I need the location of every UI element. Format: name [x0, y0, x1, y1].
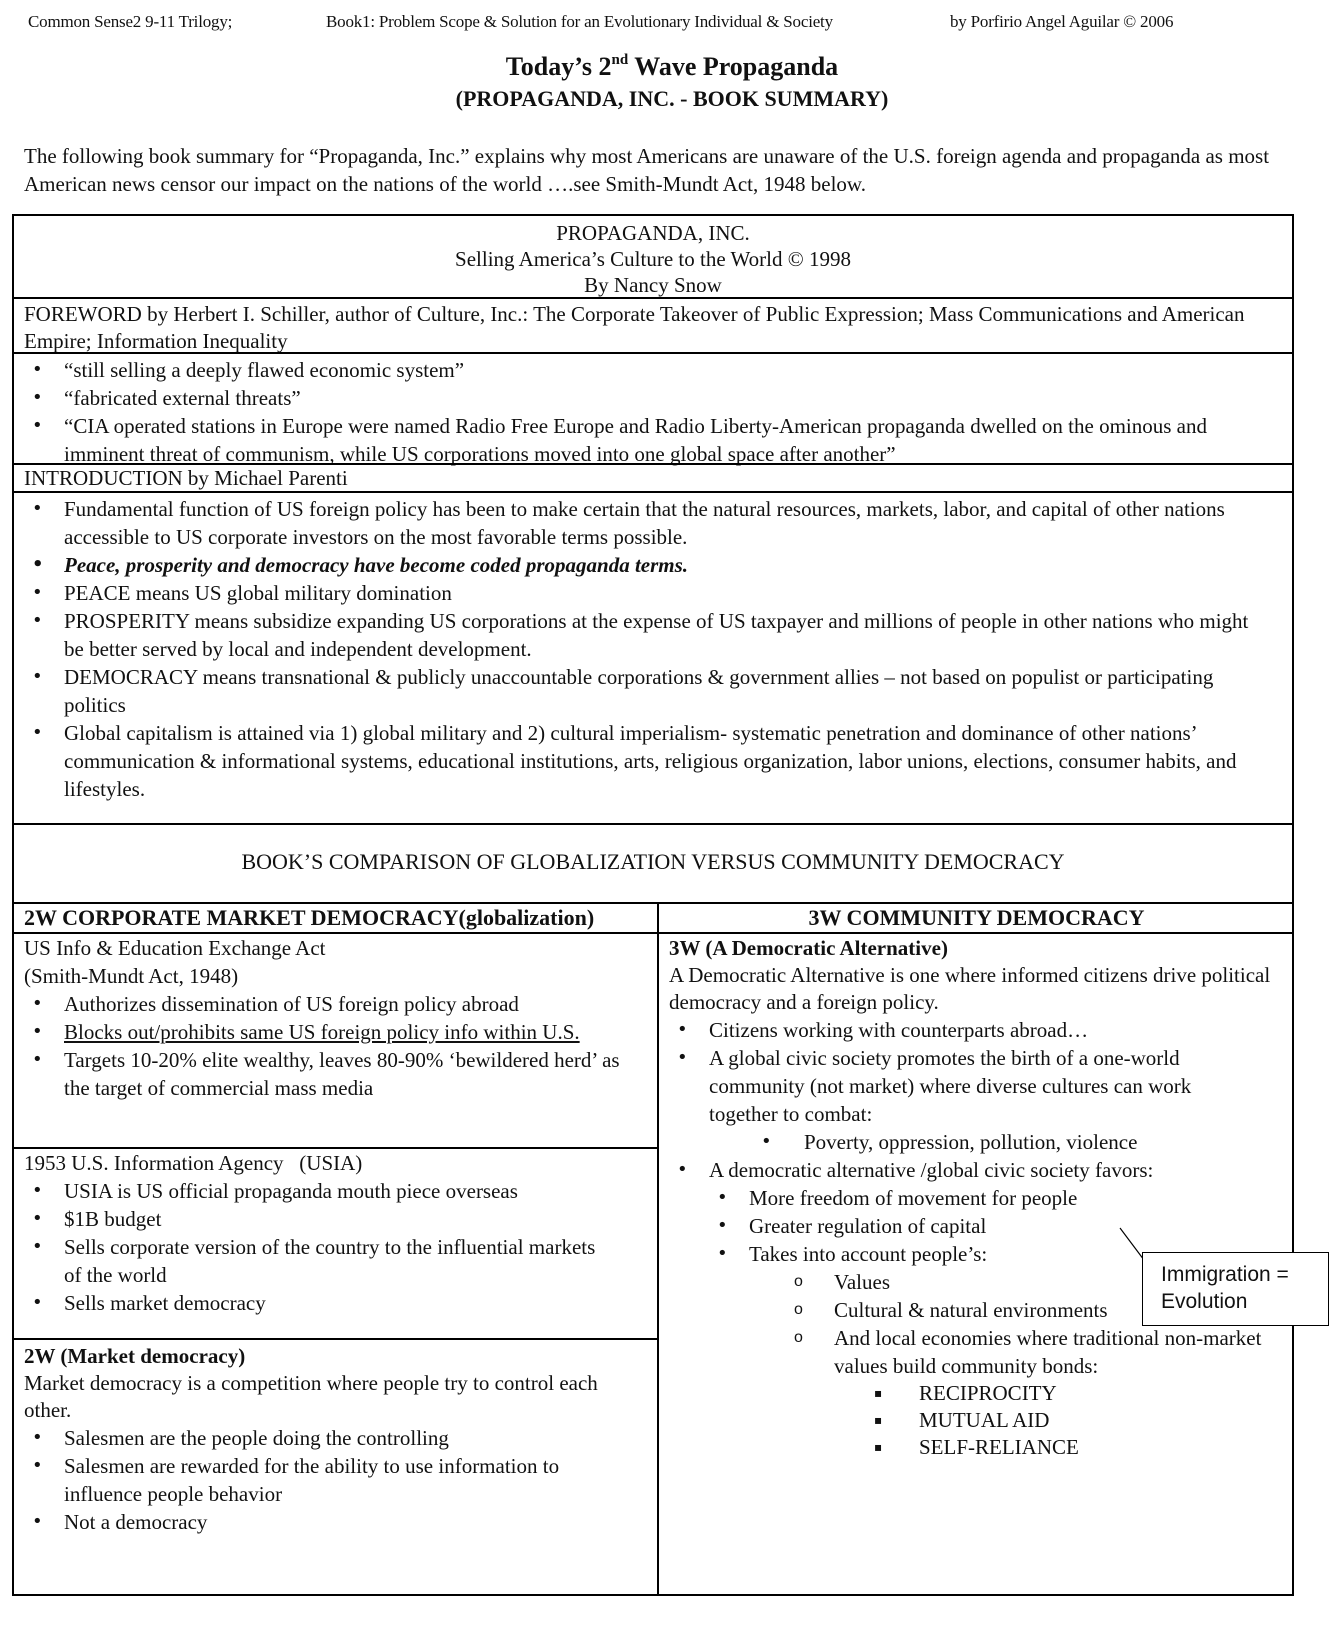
usia-title: 1953 U.S. Information Agency (USIA) — [24, 1151, 363, 1175]
running-header — [0, 12, 1344, 36]
intro-paragraph: The following book summary for “Propaganda, Inc.” explains why most Americans are unaware of the U.S. foreign agenda and propaganda as most American news censor our impact on the nations of the world ….see Smith-Mundt Act, 1948 below. — [24, 144, 1270, 196]
list-item: • More freedom of movement for people — [669, 1184, 1289, 1212]
market-points — [24, 1424, 654, 1536]
column-divider — [657, 904, 659, 1594]
book-subtitle: Selling America’s Culture to the World © 1998 — [455, 247, 851, 271]
list-item: • Takes into account people’s: — [669, 1240, 1289, 1268]
market-description: Market democracy is a competition where people try to control each other. — [24, 1371, 598, 1422]
introduction-points-box — [12, 491, 1294, 823]
list-item: • USIA is US official propaganda mouth piece overseas — [24, 1177, 614, 1205]
foreword-quotes-box — [12, 352, 1294, 466]
immigration-callout — [1142, 1252, 1329, 1326]
right-column-header: 3W COMMUNITY DEMOCRACY — [808, 905, 1145, 930]
list-item: • Sells corporate version of the country to the influential markets of the world — [24, 1233, 614, 1289]
left-column-header: 2W CORPORATE MARKET DEMOCRACY(globalization) — [24, 905, 595, 930]
list-item: • Poverty, oppression, pollution, violence — [669, 1128, 1289, 1156]
list-item: ▪ MUTUAL AID — [669, 1407, 1289, 1434]
comparison-heading-box — [12, 823, 1294, 902]
list-item: • Sells market democracy — [24, 1289, 614, 1317]
list-item: • Peace, prosperity and democracy have become coded propaganda terms. — [24, 551, 1272, 579]
introduction-heading-box — [12, 463, 1294, 491]
comparison-table — [12, 902, 1294, 1596]
callout-line-1: Immigration = — [1161, 1263, 1289, 1286]
introduction-points — [24, 495, 1272, 803]
list-item: • Salesmen are the people doing the controlling — [24, 1424, 634, 1452]
list-item: • DEMOCRACY means transnational & publicly unaccountable corporations & government allies – not based on populist or participating politics — [24, 663, 1272, 719]
foreword-quotes — [24, 356, 1252, 468]
act-title: US Info & Education Exchange Act — [24, 936, 326, 960]
list-item: o Cultural & natural environments — [669, 1296, 1281, 1324]
list-item: • Blocks out/prohibits same US foreign policy info within U.S. — [24, 1018, 634, 1046]
introduction-heading: INTRODUCTION by Michael Parenti — [24, 466, 348, 490]
header-book: Book1: Problem Scope & Solution for an Evolutionary Individual & Society — [326, 12, 833, 31]
list-item: ▪ SELF-RELIANCE — [669, 1434, 1289, 1461]
header-series: Common Sense2 9-11 Trilogy; — [28, 12, 233, 31]
alternative-title: 3W (A Democratic Alternative) — [669, 936, 948, 960]
list-item: • Citizens working with counterparts abroad… — [669, 1016, 1279, 1044]
usia-cell — [24, 1149, 654, 1317]
comparison-heading: BOOK’S COMPARISON OF GLOBALIZATION VERSUS COMMUNITY DEMOCRACY — [241, 849, 1065, 874]
list-item: o And local economies where traditional non-market values build community bonds: — [669, 1324, 1281, 1380]
foreword-heading: FOREWORD by Herbert I. Schiller, author of Culture, Inc.: The Corporate Takeover of Public Expression; Mass Communications and American Empire; Information Inequality — [24, 302, 1245, 353]
list-item: • PROSPERITY means subsidize expanding US corporations at the expense of US taxpayer and millions of people in other nations who might be better served by local and independent development. — [24, 607, 1272, 663]
list-item: • A global civic society promotes the birth of a one-world community (not market) where diverse cultures can work together to combat: — [669, 1044, 1279, 1128]
page-title: Today’s 2nd Wave Propaganda — [505, 52, 839, 81]
list-item: ▪ RECIPROCITY — [669, 1380, 1289, 1407]
list-item: • A democratic alternative /global civic society favors: — [669, 1156, 1289, 1184]
list-item: • Global capitalism is attained via 1) global military and 2) cultural imperialism- systematic penetration and dominance of other nations’ communication & informational systems, educational institutions, arts, religious organization, labor unions, elections, consumer habits, and lifestyles. — [24, 719, 1272, 803]
book-title-box — [12, 214, 1294, 297]
alternative-points-2 — [669, 1156, 1289, 1184]
book-title: PROPAGANDA, INC. — [556, 221, 750, 245]
list-item: • “CIA operated stations in Europe were named Radio Free Europe and Radio Liberty-American propaganda dwelled on the ominous and imminent threat of communism, while US corporations moved into one global space after another” — [24, 412, 1252, 468]
list-item: • Salesmen are rewarded for the ability to use information to influence people behavior — [24, 1452, 634, 1508]
alternative-points — [669, 1016, 1289, 1128]
alternative-description: A Democratic Alternative is one where informed citizens drive political democracy and a foreign policy. — [669, 963, 1271, 1014]
act-subtitle: (Smith-Mundt Act, 1948) — [24, 964, 239, 988]
market-democracy-cell — [24, 1342, 654, 1536]
list-item: • “still selling a deeply flawed economic system” — [24, 356, 1252, 384]
community-democracy-cell — [669, 934, 1289, 1461]
foreword-heading-box — [12, 297, 1294, 352]
usia-points — [24, 1177, 654, 1317]
callout-line-2: Evolution — [1161, 1290, 1248, 1313]
combat-points — [669, 1128, 1289, 1156]
list-item: • Targets 10-20% elite wealthy, leaves 80-90% ‘bewildered herd’ as the target of commercial mass media — [24, 1046, 634, 1102]
act-points — [24, 990, 654, 1102]
list-item: • Fundamental function of US foreign policy has been to make certain that the natural resources, markets, labor, and capital of other nations accessible to US corporate investors on the most favorable terms possible. — [24, 495, 1272, 551]
smith-mundt-cell — [24, 934, 654, 1102]
page-subtitle: (PROPAGANDA, INC. - BOOK SUMMARY) — [455, 86, 889, 111]
book-author: By Nancy Snow — [584, 273, 722, 297]
cell-divider — [14, 1338, 658, 1340]
list-item: • Authorizes dissemination of US foreign policy abroad — [24, 990, 634, 1018]
market-title: 2W (Market democracy) — [24, 1344, 246, 1368]
list-item: • Greater regulation of capital — [669, 1212, 1289, 1240]
list-item: • Not a democracy — [24, 1508, 634, 1536]
list-item: o Values — [669, 1268, 1281, 1296]
list-item: • PEACE means US global military domination — [24, 579, 1272, 607]
list-item: • “fabricated external threats” — [24, 384, 1252, 412]
header-author: by Porfirio Angel Aguilar © 2006 — [950, 12, 1174, 31]
bond-points — [669, 1380, 1289, 1461]
list-item: • $1B budget — [24, 1205, 614, 1233]
